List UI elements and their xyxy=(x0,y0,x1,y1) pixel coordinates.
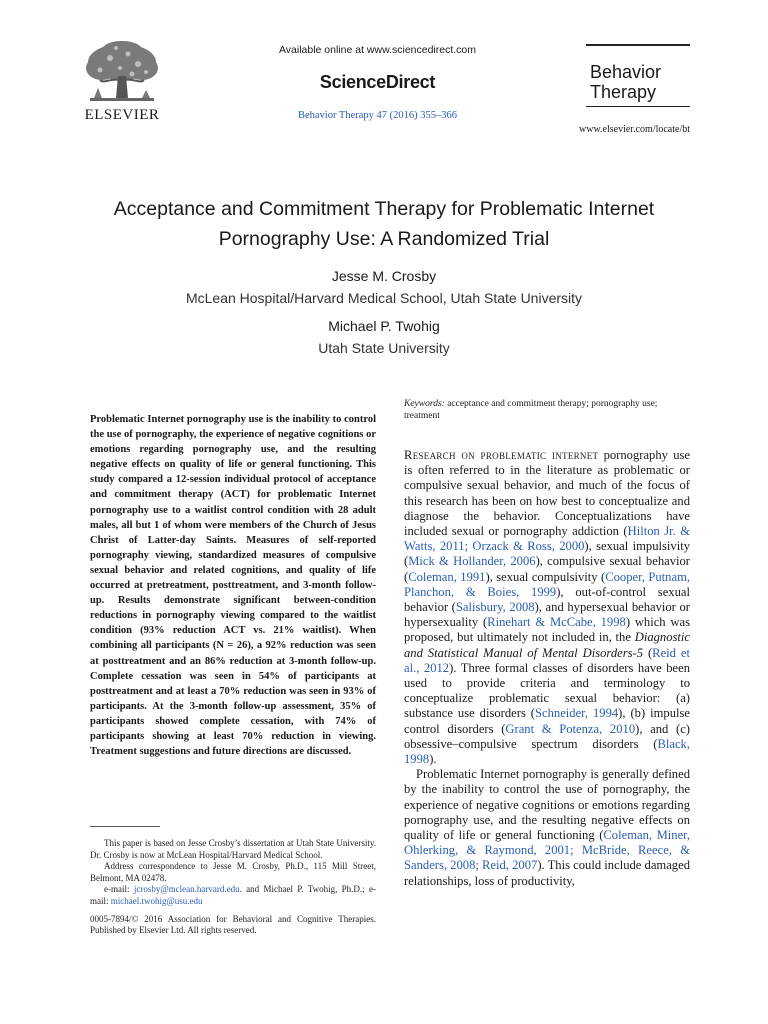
keywords-label: Keywords: xyxy=(404,399,445,409)
journal-header-rule-bottom xyxy=(586,106,690,107)
author-name[interactable]: Jesse M. Crosby xyxy=(331,268,437,284)
citation-link[interactable]: Cooper, Putnam, Planchon, & Boies, 1999 xyxy=(404,569,691,599)
author-block-2 xyxy=(60,318,708,356)
footnotes xyxy=(90,838,376,937)
copyright-notice: 0005-7894/© 2016 Association for Behavioral and Cognitive Therapies. Published by Elsevier Ltd. All rights reserved. xyxy=(90,913,376,936)
body-paragraph-1 xyxy=(404,448,690,767)
citation-link[interactable]: Black, 1998 xyxy=(404,736,690,767)
author-affiliation: McLean Hospital/Harvard Medical School, Utah State University xyxy=(185,290,583,306)
body-text-run: ( xyxy=(643,645,653,660)
publisher-name: ELSEVIER xyxy=(84,107,160,123)
citation-link[interactable]: Salisbury, 2008 xyxy=(455,600,535,615)
body-text-run: ), sexual compulsivity ( xyxy=(485,569,606,584)
citation-link[interactable]: Hilton Jr. & Watts, 2011; Orzack & Ross, 2000 xyxy=(404,524,691,554)
citation-link[interactable]: Mick & Hollander, 2006 xyxy=(408,554,536,569)
body-text-run: Problematic Internet pornography is generally defined by the inability to control the use of pornography, the experience of negative cognitions or emotions regarding pornography use, and the resulting negative effects on quality of life or general functioning ( xyxy=(404,767,690,843)
email-link-twohig[interactable]: michael.twohig@usu.edu xyxy=(110,895,203,906)
citation-link[interactable]: Coleman, 1991 xyxy=(408,569,486,584)
citation-link[interactable]: Schneider, 1994 xyxy=(535,706,619,721)
elsevier-tree-logo xyxy=(80,40,164,111)
body-text-run: ). xyxy=(429,752,437,767)
footnote-dissertation: This paper is based on Jesse Crosby’s dissertation at Utah State University. Dr. Crosby is now at McLean Hospital/Harvard Medical School. xyxy=(90,838,376,860)
journal-header-rule-top xyxy=(586,44,690,46)
body-text-run: Diagnostic and Statistical Manual of Mental Disorders-5 xyxy=(404,630,690,660)
citation-link[interactable]: Coleman, Miner, Ohlerking, & Raymond, 2001; McBride, Reece, & Sanders, 2008; Reid, 2007 xyxy=(404,828,691,873)
author-name[interactable]: Michael P. Twohig xyxy=(328,318,440,334)
abstract: Problematic Internet pornography use is the inability to control the use of pornography, the experience of negative cognitions or emotions regarding pornography use, and the resulting negative effects on quality of life or general functioning. This study compared a 12-session individual protocol of acceptance and commitment therapy (ACT) for problematic Internet pornography use to a waitlist control condition with 28 adult males, all but 1 of whom were members of the Church of Jesus Christ of Latter-day Saints. Measures of self-reported pornography viewing, standardized measures of compulsive sexual behavior and related cognitions, and quality of life occurred at pretreatment, posttreatment, and 3-month follow-up. Results demonstrate significant between-condition reductions in pornography viewing compared to the waitlist condition (93% reduction ACT vs. 21% waitlist). When combining all participants (N = 26), a 92% reduction was seen at posttreatment and an 86% reduction at 3-month follow-up. Complete cessation was seen in 54% of participants at posttreatment and at least a 70% reduction was seen in 93% of participants. At the 3-month follow-up assessment, 35% of participants showed complete cessation, with 74% of participants showing at least 70% reduction in viewing. Treatment suggestions and future directions are discussed. xyxy=(90,414,376,758)
footnote-address: Address correspondence to Jesse M. Crosby, Ph.D., 115 Mill Street, Belmont, MA 02478. xyxy=(90,861,376,883)
article-title: Acceptance and Commitment Therapy for Problematic Internet Pornography Use: A Randomized Trial xyxy=(113,198,655,250)
body-text-run: ) which was proposed, but ultimately not included in, the xyxy=(404,615,691,645)
body-text-run: ), and hypersexual behavior or hypersexuality ( xyxy=(404,600,690,630)
section-lead-in: Research on problematic internet xyxy=(404,448,599,462)
body-text-run: ), (b) impulse control disorders ( xyxy=(404,706,691,736)
journal-name xyxy=(590,62,661,102)
journal-reference-link[interactable]: Behavior Therapy 47 (2016) 355–366 xyxy=(297,110,458,121)
footnote-rule xyxy=(90,826,160,827)
body-text-run: pornography use is often referred to in the literature as problematic or compulsive sexual behavior, and much of the focus of this research has been on how best to conceptualize and diagnose the behavior. Conceptualizations have included sexual or pornography addiction ( xyxy=(404,448,690,539)
footnote-emails xyxy=(90,884,376,907)
body-text-run: ), compulsive sexual behavior ( xyxy=(404,554,690,584)
citation-link[interactable]: Grant & Potenza, 2010 xyxy=(505,721,636,736)
body-text xyxy=(404,448,690,889)
citation-link[interactable]: Rinehart & McCabe, 1998 xyxy=(487,615,626,630)
journal-name-line2: Therapy xyxy=(590,82,657,102)
email-prefix: e-mail: xyxy=(104,884,134,895)
email-middle: . and Michael P. Twohig, Ph.D.; e-mail: xyxy=(90,884,376,906)
journal-url[interactable]: www.elsevier.com/locate/bt xyxy=(579,124,690,135)
keywords-text: acceptance and commitment therapy; pornography use; treatment xyxy=(404,399,658,421)
available-online-text[interactable]: Available online at www.sciencedirect.com xyxy=(278,44,477,56)
author-block-1 xyxy=(60,268,708,306)
body-paragraph-2 xyxy=(404,767,690,889)
sciencedirect-logo[interactable]: ScienceDirect xyxy=(319,72,436,92)
email-link-crosby[interactable]: jcrosby@mclean.harvard.edu xyxy=(133,884,240,895)
keywords xyxy=(404,398,690,422)
body-text-run: ), out-of-control sexual behavior ( xyxy=(404,584,690,615)
journal-name-line1: Behavior xyxy=(590,62,662,82)
body-text-run: ). Three formal classes of disorders have been used to provide criteria and terminology to conceptualize problematic sexual behavior: (a) substance use disorders ( xyxy=(404,660,690,721)
citation-link[interactable]: Reid et al., 2012 xyxy=(404,645,690,675)
body-text-run: ). This could include damaged relationships, loss of productivity, xyxy=(404,858,690,888)
body-text-run: ), and (c) obsessive–compulsive spectrum disorders ( xyxy=(404,721,690,751)
body-text-run: ), sexual impulsivity ( xyxy=(404,539,690,569)
author-affiliation: Utah State University xyxy=(318,340,450,356)
